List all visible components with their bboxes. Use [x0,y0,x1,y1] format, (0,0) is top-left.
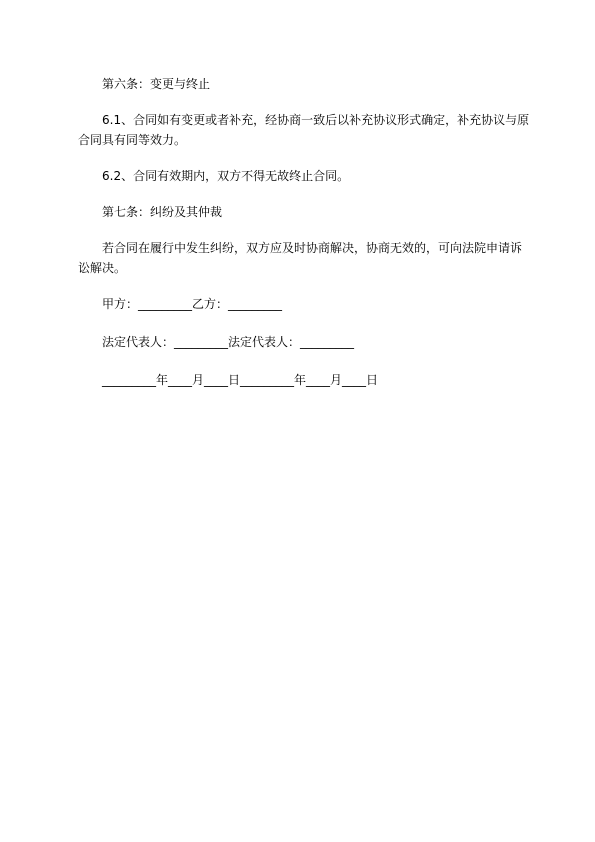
article-6-title: 第六条：变更与终止 [102,77,211,91]
signature-parties-line: 甲方：_________乙方：_________ [102,297,283,311]
clause-6-2: 6.2、合同有效期内，双方不得无故终止合同。 [102,169,350,183]
document-body [78,74,530,408]
dispute-clause: 若合同在履行中发生纠纷，双方应及时协商解决，协商无效的，可向法院申请诉讼解决。 [78,241,523,275]
signature-dates-line: _________年____月____日_________年____月____日 [102,373,379,387]
clause-6-1: 6.1、合同如有变更或者补充，经协商一致后以补充协议形式确定，补充协议与原合同具有同等效力。 [78,113,530,147]
article-7-title: 第七条：纠纷及其仲裁 [102,205,223,219]
signature-representatives-line: 法定代表人：_________法定代表人：_________ [102,335,355,349]
